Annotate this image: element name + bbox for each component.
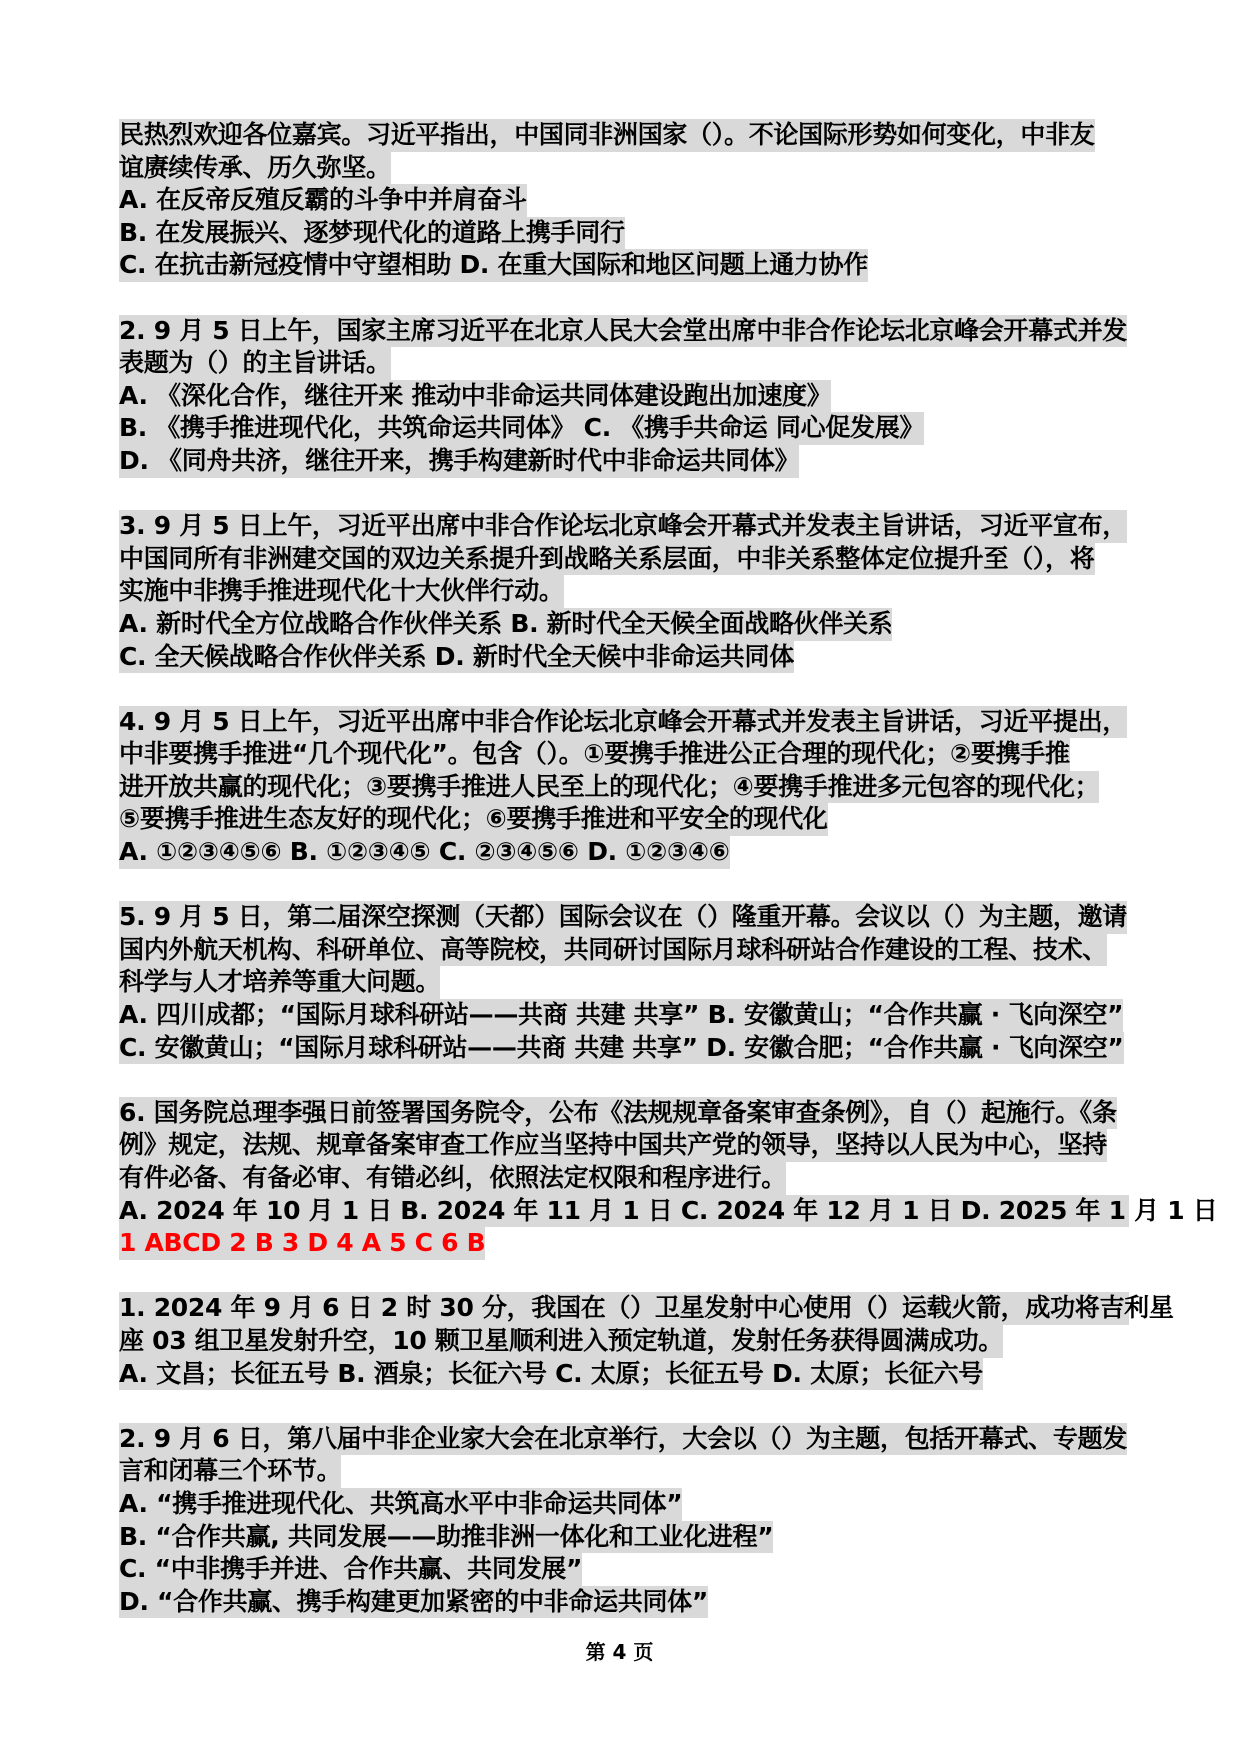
text-line: 言和闭幕三个环节。 xyxy=(119,1455,341,1488)
text-line: 5. 9 月 5 日，第二届深空探测（天都）国际会议在（）隆重开幕。会议以（）为主题，邀请 xyxy=(119,901,1127,934)
text-line: D. “合作共赢、携手构建更加紧密的中非命运共同体” xyxy=(119,1586,708,1619)
text-line: 表题为（）的主旨讲话。 xyxy=(119,347,391,380)
text-line: D. 《同舟共济，继往开来，携手构建新时代中非命运共同体》 xyxy=(119,445,799,478)
text-line: C. 全天候战略合作伙伴关系 D. 新时代全天候中非命运共同体 xyxy=(119,641,794,674)
question-block xyxy=(119,1097,1218,1260)
text-line: 中非要携手推进“几个现代化”。包含（）。①要携手推进公正合理的现代化；②要携手推 xyxy=(119,738,1070,771)
question-block xyxy=(119,510,1129,673)
text-line: B. 《携手推进现代化，共筑命运共同体》 C. 《携手共命运 同心促发展》 xyxy=(119,412,924,445)
text-line: A. 四川成都；“国际月球科研站——共商 共建 共享” B. 安徽黄山；“合作共赢 · 飞向深空” xyxy=(119,999,1123,1032)
text-line: 国内外航天机构、科研单位、高等院校，共同研讨国际月球科研站合作建设的工程、技术、 xyxy=(119,934,1107,967)
text-line: 2. 9 月 5 日上午，国家主席习近平在北京人民大会堂出席中非合作论坛北京峰会开幕式并发 xyxy=(119,315,1127,348)
text-line: 2. 9 月 6 日，第八届中非企业家大会在北京举行，大会以（）为主题，包括开幕式、专题发 xyxy=(119,1423,1127,1456)
text-line: A. 《深化合作，继往开来 推动中非命运共同体建设跑出加速度》 xyxy=(119,380,831,413)
text-line: A. 文昌；长征五号 B. 酒泉；长征六号 C. 太原；长征五号 D. 太原；长征六号 xyxy=(119,1358,983,1391)
text-line: A. ①②③④⑤⑥ B. ①②③④⑤ C. ②③④⑤⑥ D. ①②③④⑥ xyxy=(119,836,730,869)
question-block xyxy=(119,1423,1129,1619)
text-line: 科学与人才培养等重大问题。 xyxy=(119,966,440,999)
text-line: 民热烈欢迎各位嘉宾。习近平指出，中国同非洲国家（）。不论国际形势如何变化，中非友 xyxy=(119,119,1095,152)
text-line: B. 在发展振兴、逐梦现代化的道路上携手同行 xyxy=(119,217,625,250)
question-block xyxy=(119,1292,1174,1390)
text-line: ⑤要携手推进生态友好的现代化；⑥要携手推进和平安全的现代化 xyxy=(119,803,828,836)
text-line: A. 在反帝反殖反霸的斗争中并肩奋斗 xyxy=(119,184,527,217)
text-line: 谊赓续传承、历久弥坚。 xyxy=(119,152,391,185)
text-line: 例》规定，法规、规章备案审查工作应当坚持中国共产党的领导，坚持以人民为中心，坚持 xyxy=(119,1129,1107,1162)
text-line: 3. 9 月 5 日上午，习近平出席中非合作论坛北京峰会开幕式并发表主旨讲话，习近平宣布， xyxy=(119,510,1127,543)
text-line: 有件必备、有备必审、有错必纠，依照法定权限和程序进行。 xyxy=(119,1162,786,1195)
text-line: C. 在抗击新冠疫情中守望相助 D. 在重大国际和地区问题上通力协作 xyxy=(119,249,868,282)
text-line: B. “合作共赢, 共同发展——助推非洲一体化和工业化进程” xyxy=(119,1521,773,1554)
text-line: C. 安徽黄山；“国际月球科研站——共商 共建 共享” D. 安徽合肥；“合作共赢 · 飞向深空” xyxy=(119,1032,1124,1065)
answer-key: 1 ABCD 2 B 3 D 4 A 5 C 6 B xyxy=(119,1227,485,1260)
text-line: A. “携手推进现代化、共筑高水平中非命运共同体” xyxy=(119,1488,682,1521)
text-line: 4. 9 月 5 日上午，习近平出席中非合作论坛北京峰会开幕式并发表主旨讲话，习近平提出， xyxy=(119,706,1127,739)
question-block xyxy=(119,706,1129,869)
document-body xyxy=(119,119,1218,1651)
text-line: A. 新时代全方位战略合作伙伴关系 B. 新时代全天候全面战略伙伴关系 xyxy=(119,608,892,641)
question-block xyxy=(119,315,1129,478)
text-line: 1. 2024 年 9 月 6 日 2 时 30 分，我国在（）卫星发射中心使用（）运载火箭，成功将吉利星 xyxy=(119,1292,1129,1325)
text-line: 6. 国务院总理李强日前签署国务院令，公布《法规规章备案审查条例》，自（）起施行。《条 xyxy=(119,1097,1117,1130)
text-line: 实施中非携手推进现代化十大伙伴行动。 xyxy=(119,575,564,608)
question-block xyxy=(119,901,1129,1064)
text-line: C. “中非携手并进、合作共赢、共同发展” xyxy=(119,1553,582,1586)
text-line: 中国同所有非洲建交国的双边关系提升到战略关系层面，中非关系整体定位提升至（），将 xyxy=(119,543,1095,576)
text-line: A. 2024 年 10 月 1 日 B. 2024 年 11 月 1 日 C. 2024 年 12 月 1 日 D. 2025 年 1 月 1 日 xyxy=(119,1195,1129,1228)
page-number: 第 4 页 xyxy=(585,1640,654,1664)
text-line: 座 03 组卫星发射升空，10 颗卫星顺利进入预定轨道，发射任务获得圆满成功。 xyxy=(119,1325,1003,1358)
text-line: 进开放共赢的现代化；③要携手推进人民至上的现代化；④要携手推进多元包容的现代化； xyxy=(119,771,1099,804)
question-block xyxy=(119,119,1129,282)
